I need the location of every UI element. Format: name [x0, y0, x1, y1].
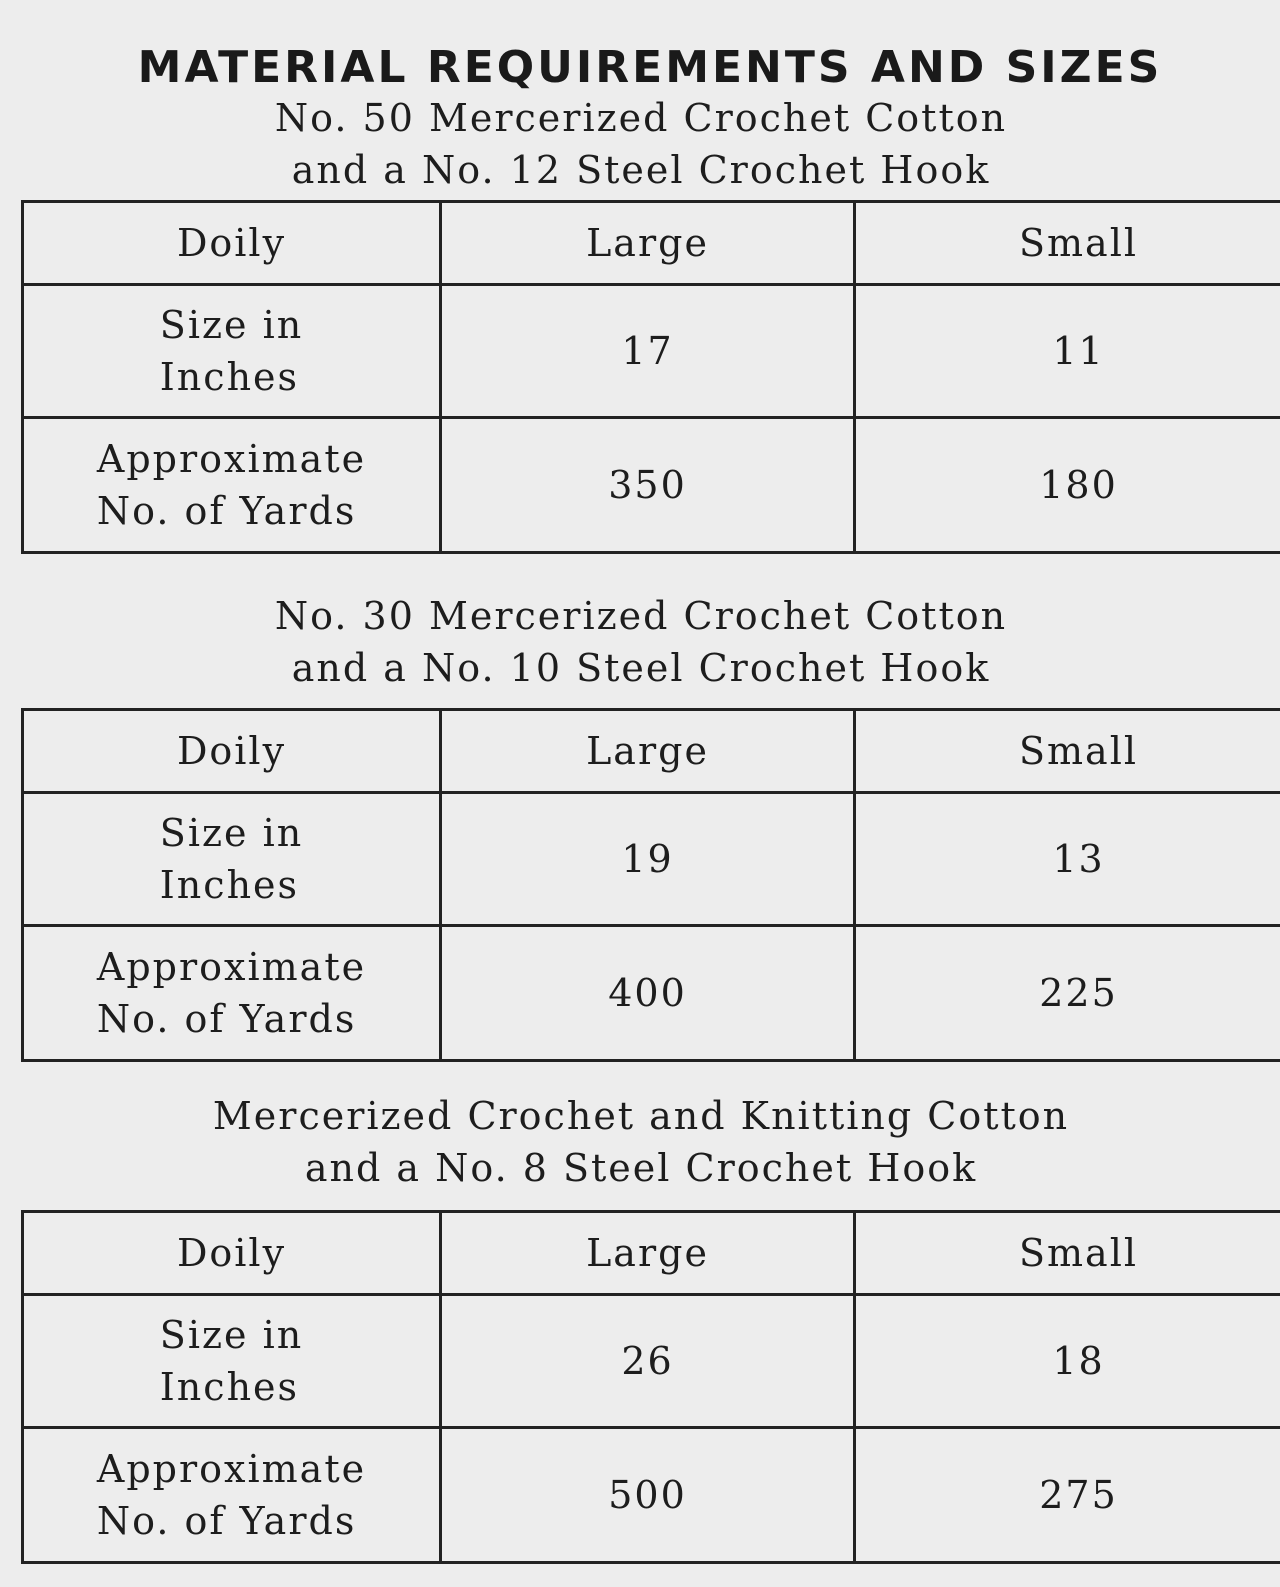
yards-small-value: 275	[855, 1428, 1280, 1563]
yards-label	[23, 926, 441, 1061]
table-row-yards	[23, 1428, 1280, 1563]
size-label-line1: Size in	[159, 1313, 304, 1357]
header-small: Small	[855, 202, 1280, 285]
yards-small-value: 180	[855, 418, 1280, 553]
table-row-yards	[23, 926, 1280, 1061]
size-label	[23, 285, 441, 418]
table-header-row	[23, 202, 1280, 285]
page-title: MATERIAL REQUIREMENTS AND SIZES	[137, 42, 1163, 93]
yards-large-value: 400	[441, 926, 855, 1061]
table-row-yards	[23, 418, 1280, 553]
size-large-value: 19	[441, 793, 855, 926]
yards-label-line1: Approximate	[96, 1447, 367, 1491]
section-2-table	[21, 708, 1280, 1062]
header-large: Large	[441, 1212, 855, 1295]
size-label-line2: Inches	[159, 863, 300, 907]
header-doily: Doily	[23, 710, 441, 793]
yards-label-line2: No. of Yards	[96, 489, 357, 533]
header-large: Large	[441, 710, 855, 793]
section-3-table	[21, 1210, 1280, 1564]
table-header-row	[23, 710, 1280, 793]
yards-label	[23, 418, 441, 553]
size-label-line1: Size in	[159, 811, 304, 855]
yards-label-line2: No. of Yards	[96, 1499, 357, 1543]
yards-label-line2: No. of Yards	[96, 997, 357, 1041]
section-1-subtitle-line2: and a No. 12 Steel Crochet Hook	[291, 148, 991, 192]
header-doily: Doily	[23, 202, 441, 285]
yards-large-value: 350	[441, 418, 855, 553]
section-1-subtitle-line1: No. 50 Mercerized Crochet Cotton	[274, 96, 1008, 140]
section-1-subtitle	[0, 92, 1280, 196]
size-label	[23, 1295, 441, 1428]
size-label-line2: Inches	[159, 1365, 300, 1409]
table-header-row	[23, 1212, 1280, 1295]
header-large: Large	[441, 202, 855, 285]
size-label	[23, 793, 441, 926]
section-3-subtitle	[0, 1090, 1280, 1194]
section-2-subtitle-line1: No. 30 Mercerized Crochet Cotton	[274, 594, 1008, 638]
header-small: Small	[855, 1212, 1280, 1295]
size-label-line2: Inches	[159, 355, 300, 399]
section-1-table	[21, 200, 1280, 554]
size-small-value: 11	[855, 285, 1280, 418]
size-small-value: 18	[855, 1295, 1280, 1428]
header-doily: Doily	[23, 1212, 441, 1295]
yards-label	[23, 1428, 441, 1563]
yards-label-line1: Approximate	[96, 945, 367, 989]
section-2-subtitle-line2: and a No. 10 Steel Crochet Hook	[291, 646, 991, 690]
table-row-size	[23, 793, 1280, 926]
size-large-value: 17	[441, 285, 855, 418]
yards-small-value: 225	[855, 926, 1280, 1061]
size-large-value: 26	[441, 1295, 855, 1428]
table-row-size	[23, 1295, 1280, 1428]
section-3-subtitle-line2: and a No. 8 Steel Crochet Hook	[304, 1146, 978, 1190]
section-2-subtitle	[0, 590, 1280, 694]
yards-label-line1: Approximate	[96, 437, 367, 481]
size-small-value: 13	[855, 793, 1280, 926]
size-label-line1: Size in	[159, 303, 304, 347]
table-row-size	[23, 285, 1280, 418]
header-small: Small	[855, 710, 1280, 793]
section-3-subtitle-line1: Mercerized Crochet and Knitting Cotton	[212, 1094, 1070, 1138]
yards-large-value: 500	[441, 1428, 855, 1563]
